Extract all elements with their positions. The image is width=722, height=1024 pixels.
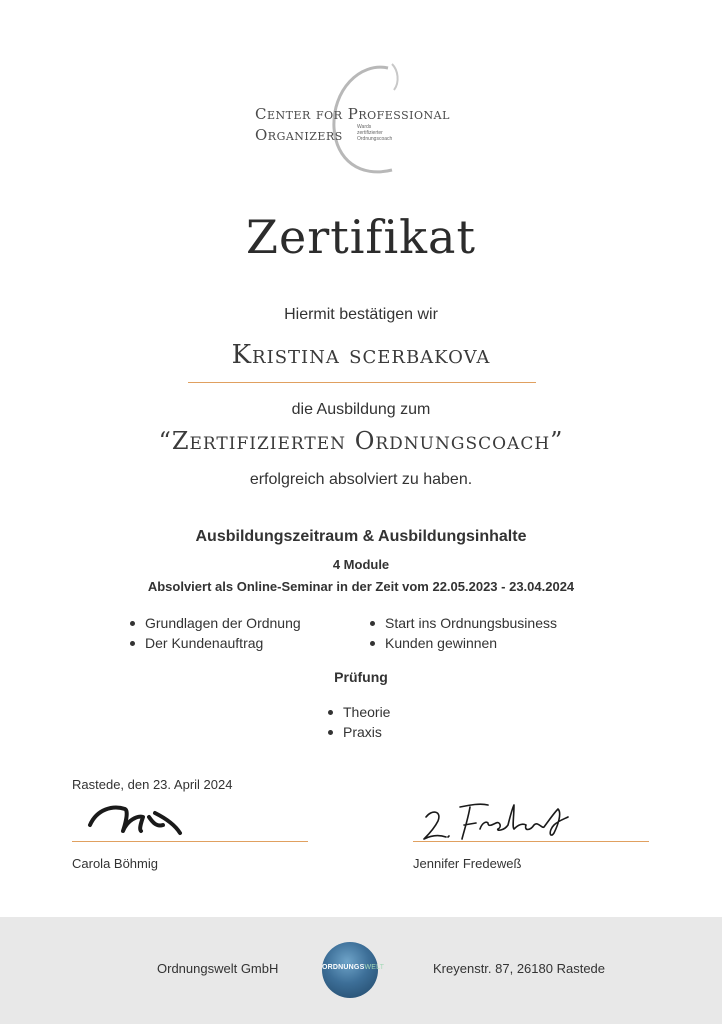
exam-list [326, 702, 390, 742]
list-item: Grundlagen der Ordnung [128, 613, 301, 633]
list-item: Der Kundenauftrag [128, 633, 301, 653]
signature-jennifer-icon [418, 795, 578, 845]
certificate-title: “Zertifizierten Ordnungscoach” [158, 427, 564, 455]
logo-small-text [357, 124, 392, 142]
logo-text-main: ORDNUNGS [322, 964, 365, 971]
signature-line-right [413, 841, 649, 842]
certificate-heading: Zertifikat [246, 210, 476, 264]
exam-heading: Prüfung [334, 669, 388, 685]
list-item: Praxis [326, 722, 390, 742]
place-date: Rastede, den 23. April 2024 [72, 777, 233, 792]
recipient-name: Kristina scerbakova [231, 340, 491, 370]
footer-company: Ordnungswelt GmbH [157, 961, 279, 976]
center-logo [250, 60, 480, 180]
confirm-text: Hiermit bestätigen wir [284, 306, 438, 323]
modules-count: 4 Module [332, 557, 390, 572]
logo-small-line: Ordnungscoach [357, 136, 393, 142]
footer [0, 917, 722, 1024]
success-text: erfolgreich absolviert zu haben. [249, 471, 473, 488]
logo-text-line1: Center for Professional [255, 105, 450, 123]
logo-text-line2: Organizers [255, 126, 343, 144]
list-item: Theorie [326, 702, 390, 722]
logo-small-line: zertifizierter [357, 130, 383, 136]
logo-text-accent: WELT [364, 964, 385, 971]
list-item: Start ins Ordnungsbusiness [368, 613, 557, 633]
contents-list-left [128, 613, 301, 653]
list-item: Kunden gewinnen [368, 633, 557, 653]
training-period: Absolviert als Online-Seminar in der Zeit vom 22.05.2023 - 23.04.2024 [147, 579, 575, 594]
contents-list-right [368, 613, 557, 653]
logo-small-line: Wards [357, 124, 372, 130]
signature-line-left [72, 841, 308, 842]
ordnungswelt-logo-icon [322, 942, 385, 998]
section-heading: Ausbildungszeitraum & Ausbildungsinhalte [195, 528, 527, 545]
signatory-name-right: Jennifer Fredeweß [413, 856, 522, 871]
name-underline [188, 382, 536, 383]
footer-logo-text [322, 964, 398, 971]
signature-carola-icon [85, 795, 195, 840]
footer-address: Kreyenstr. 87, 26180 Rastede [433, 961, 606, 976]
training-intro: die Ausbildung zum [291, 401, 431, 418]
signatory-name-left: Carola Böhmig [72, 856, 158, 871]
